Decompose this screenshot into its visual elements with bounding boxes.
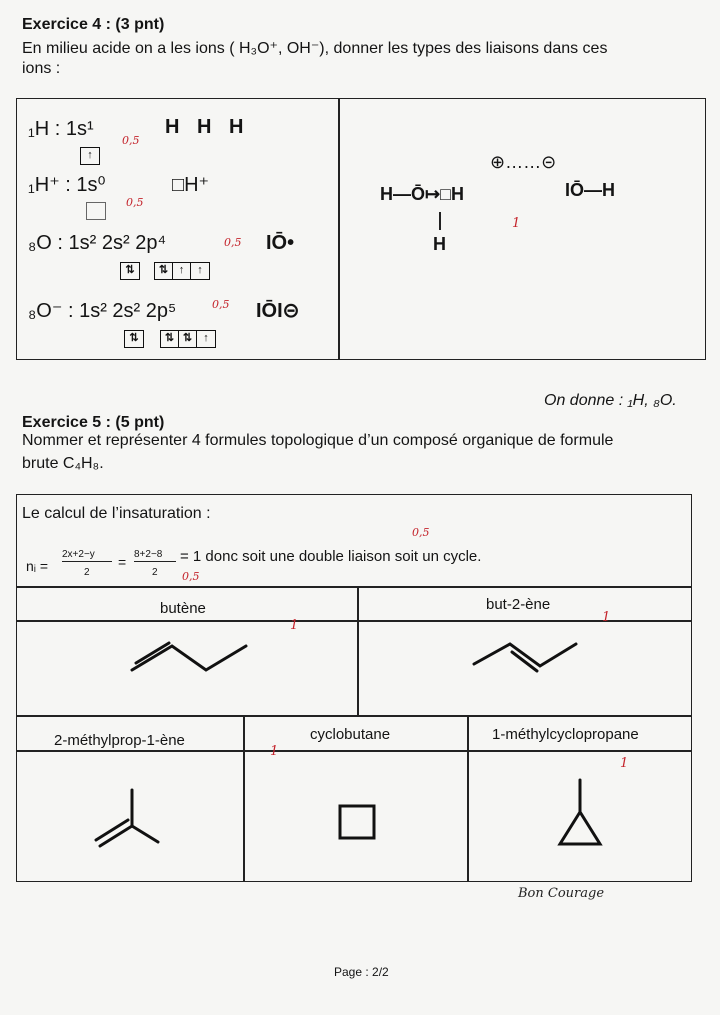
config-o: ₈O : 1s² 2s² 2p⁴: [28, 232, 167, 254]
butene-double-bond: [136, 643, 169, 663]
name-butene: butène: [160, 600, 206, 617]
grade-mark: 0,5: [224, 236, 242, 249]
orbital-box-2s: ⇅: [120, 262, 140, 280]
hydroxide-structure: IŌ—H: [565, 180, 616, 200]
orbital-box-2s: ⇅: [124, 330, 144, 348]
config-h-plus: ₁H⁺ : 1s⁰: [28, 174, 106, 196]
page-number: Page : 2/2: [334, 965, 389, 979]
fraction-1-denominator: 2: [84, 567, 90, 578]
exercise-5-title: Exercice 5 : (5 pnt): [22, 414, 165, 431]
name-but-2-ene: but-2-ène: [486, 596, 551, 613]
config-o-minus: ₈O⁻ : 1s² 2s² 2p⁵: [28, 300, 177, 322]
grade-mark: 0,5: [212, 298, 230, 311]
lewis-h-plus: □H⁺: [172, 174, 210, 196]
fraction-2-denominator: 2: [152, 567, 158, 578]
exercise-4-title: Exercice 4 : (3 pnt): [22, 16, 165, 33]
cyclopropane-ring: [560, 812, 600, 844]
lewis-o: IŌ•: [266, 232, 295, 254]
orbital-box-2p: ⇅ ⇅ ↑: [160, 330, 216, 348]
name-methylcyclopropane: 1-méthylcyclopropane: [492, 726, 639, 743]
lewis-h: H H H: [165, 116, 250, 138]
grade-mark: 1: [512, 216, 521, 231]
butene-skeleton: [132, 646, 246, 670]
grade-mark: 0,5: [126, 196, 144, 209]
grade-mark: 1: [270, 744, 279, 759]
lewis-o-minus: IŌI⊝: [256, 300, 300, 322]
calc-result: = 1 donc soit une double liaison soit un cycle.: [180, 548, 482, 565]
methyl-branch: [132, 826, 158, 842]
exercise-5-prompt-line2: brute C₄H₈.: [22, 455, 104, 472]
config-h: ₁H : 1s¹: [28, 118, 94, 140]
fraction-2-numerator: 8+2−8: [134, 549, 163, 560]
grade-mark: 1: [620, 756, 629, 771]
name-methylpropene: 2-méthylprop-1-ène: [54, 732, 185, 749]
grade-mark: 0,5: [182, 570, 200, 583]
orbital-box-h: ↑: [80, 147, 100, 165]
hydronium-bottom-h: H: [433, 234, 446, 254]
charge-labels: ⊕……⊝: [490, 152, 557, 172]
hydronium-structure: H—Ō↦□H: [380, 184, 464, 204]
fraction-1-numerator: 2x+2−y: [62, 549, 95, 560]
equals-sign: =: [118, 554, 127, 570]
calc-lhs: nᵢ =: [26, 558, 49, 574]
grade-mark: 0,5: [412, 526, 430, 539]
exercise-4-prompt-line2: ions :: [22, 60, 61, 77]
exercise-4-prompt-line1: En milieu acide on a les ions ( H₃O⁺, OH⁻), donner les types des liaisons dans ces: [22, 40, 608, 57]
grade-mark: 1: [290, 618, 299, 633]
signature: Bon Courage: [518, 886, 605, 901]
grade-mark: 0,5: [122, 134, 140, 147]
given-data: On donne : ₁H, ₈O.: [544, 392, 677, 409]
grade-mark: 1: [602, 610, 611, 625]
calc-label: Le calcul de l’insaturation :: [22, 505, 211, 522]
name-cyclobutane: cyclobutane: [310, 726, 391, 743]
orbital-box-2p: ⇅ ↑ ↑: [154, 262, 210, 280]
exercise-5-prompt-line1: Nommer et représenter 4 formules topologique d’un composé organique de formule: [22, 432, 614, 449]
cyclobutane-ring: [340, 806, 374, 838]
